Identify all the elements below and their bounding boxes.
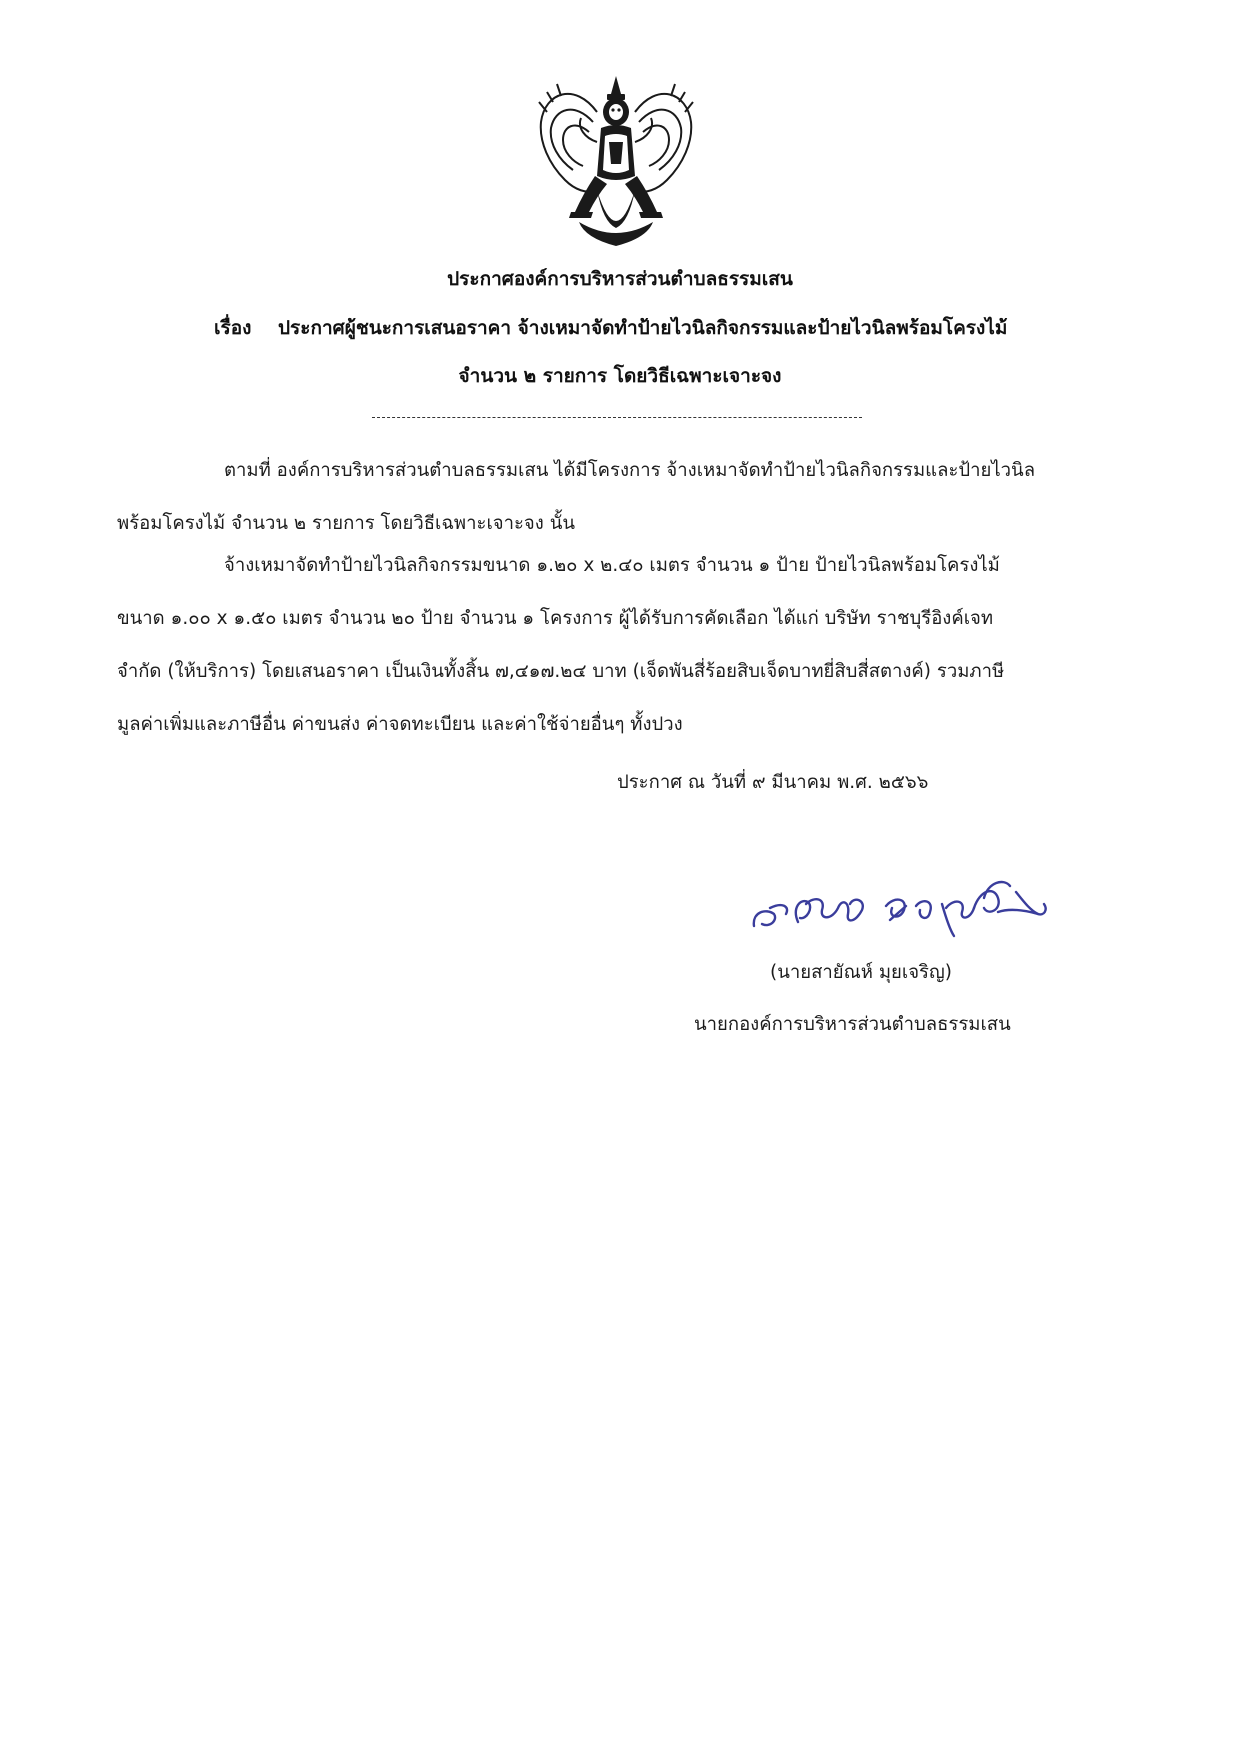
paragraph-line: จ้างเหมาจัดทำป้ายไวนิลกิจกรรมขนาด ๑.๒๐ x ๒.๔๐ เมตร จำนวน ๑ ป้าย ป้ายไวนิลพร้อมโครงไม้: [224, 555, 1000, 576]
announcement-heading: ประกาศองค์การบริหารส่วนตำบลธรรมเสน: [447, 268, 793, 290]
paragraph-line: มูลค่าเพิ่มและภาษีอื่น ค่าขนส่ง ค่าจดทะเบียน และค่าใช้จ่ายอื่นๆ ทั้งปวง: [117, 714, 683, 735]
subject-text-line1: ประกาศผู้ชนะการเสนอราคา จ้างเหมาจัดทำป้ายไวนิลกิจกรรมและป้ายไวนิลพร้อมโครงไม้: [278, 317, 1008, 339]
signer-title: นายกองค์การบริหารส่วนตำบลธรรมเสน: [694, 1014, 1011, 1035]
garuda-emblem-icon: [535, 72, 697, 252]
paragraph-line: จำกัด (ให้บริการ) โดยเสนอราคา เป็นเงินทั้งสิ้น ๗,๔๑๗.๒๔ บาท (เจ็ดพันสี่ร้อยสิบเจ็ดบาทยี่สิบสี่สตางค์) รวมภาษี: [117, 661, 1005, 682]
paragraph-line: ตามที่ องค์การบริหารส่วนตำบลธรรมเสน ได้มีโครงการ จ้างเหมาจัดทำป้ายไวนิลกิจกรรมและป้ายไวนิล: [224, 460, 1036, 481]
signature-image: [748, 868, 1058, 948]
paragraph-line: ขนาด ๑.๐๐ x ๑.๕๐ เมตร จำนวน ๒๐ ป้าย จำนวน ๑ โครงการ ผู้ได้รับการคัดเลือก ได้แก่ บริษัท ราชบุรีอิงค์เจท: [117, 608, 994, 629]
announce-date: ประกาศ ณ วันที่ ๙ มีนาคม พ.ศ. ๒๕๖๖: [617, 772, 929, 793]
paragraph-line: พร้อมโครงไม้ จำนวน ๒ รายการ โดยวิธีเฉพาะเจาะจง นั้น: [117, 513, 575, 534]
signer-name: (นายสายัณห์ มุยเจริญ): [770, 962, 952, 983]
paragraph-background: [117, 444, 1117, 550]
paragraph-award: [117, 539, 1117, 751]
subject-line: [214, 314, 1007, 342]
subject-label: เรื่อง: [214, 317, 252, 339]
subject-text-line2: จำนวน ๒ รายการ โดยวิธีเฉพาะเจาะจง: [458, 365, 782, 387]
heading-divider: [372, 417, 862, 418]
